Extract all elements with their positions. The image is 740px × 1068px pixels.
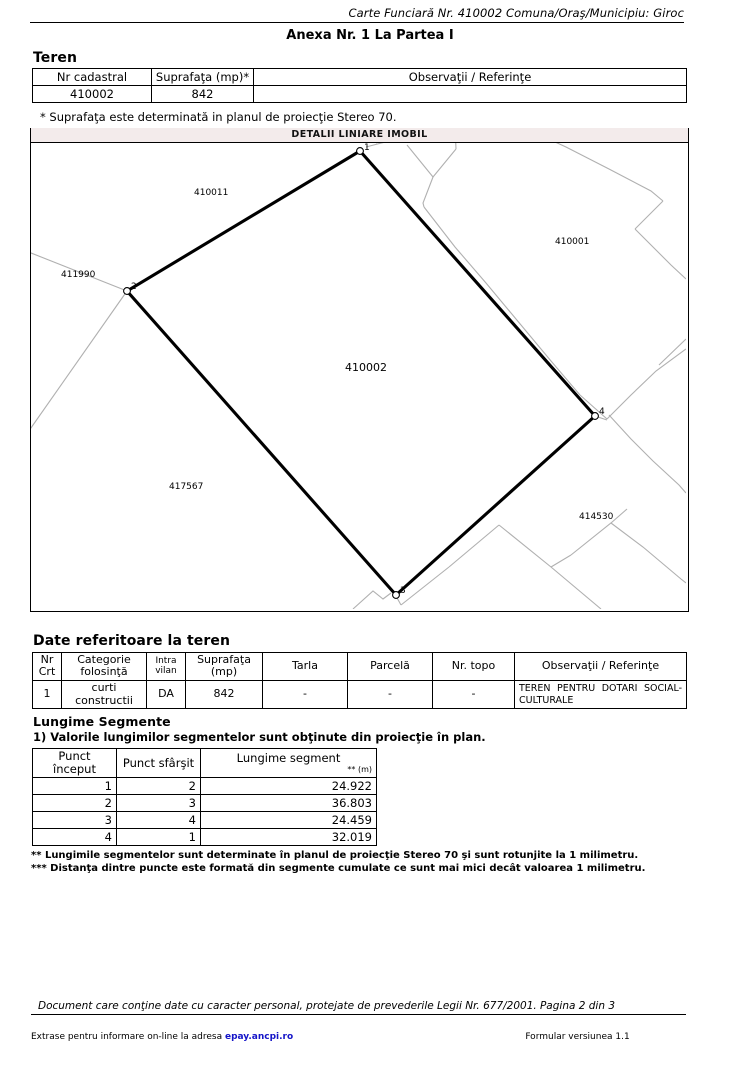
cell-length: 24.922	[201, 778, 377, 795]
col-categorie: Categorie folosinţă	[62, 653, 147, 681]
table-row	[33, 778, 377, 795]
table-row	[33, 812, 377, 829]
table-row	[33, 86, 687, 103]
cell-start: 4	[33, 829, 117, 846]
table-header-row	[33, 749, 377, 778]
cell-length: 24.459	[201, 812, 377, 829]
cell-end: 3	[117, 795, 201, 812]
section-title-teren: Teren	[33, 50, 78, 66]
cell-tarla: -	[263, 680, 348, 709]
col-lungime-text: Lungime segment	[236, 751, 341, 766]
annex-title: Anexa Nr. 1 La Partea I	[286, 28, 454, 43]
table-row	[33, 829, 377, 846]
cell-nr-cadastral: 410002	[33, 86, 152, 103]
map-svg	[31, 143, 686, 609]
cell-nr-topo: -	[433, 680, 515, 709]
teren-table	[32, 68, 687, 103]
footer-divider	[31, 1014, 686, 1015]
cell-end: 4	[117, 812, 201, 829]
cell-start: 2	[33, 795, 117, 812]
cell-observatii	[254, 86, 687, 103]
footer-online-prefix: Extrase pentru informare on-line la adresa	[31, 1032, 225, 1042]
cell-start: 1	[33, 778, 117, 795]
parcel-label-410001: 410001	[555, 237, 590, 247]
section-title-date-teren: Date referitoare la teren	[33, 633, 231, 649]
cell-intravilan: DA	[147, 680, 186, 709]
col-lungime-unit: ** (m)	[347, 765, 372, 775]
vertex-label-4: 4	[599, 407, 605, 417]
cadastral-map	[30, 142, 689, 612]
col-nr-crt: Nr Crt	[33, 653, 62, 681]
segment-footnote-2: *** Distanţa dintre puncte este formată din segmente cumulate ce sunt mai mici decât valoarea 1 milimetru.	[31, 863, 646, 874]
neighbor-parcel-lines	[31, 143, 686, 609]
col-observatii: Observaţii / Referinţe	[515, 653, 687, 681]
table-row	[33, 680, 687, 709]
cell-suprafata: 842	[186, 680, 263, 709]
table-header-row	[33, 653, 687, 681]
col-lungime-segment	[201, 749, 377, 778]
col-punct-inceput: Punct început	[33, 749, 117, 778]
document-header-title: Carte Funciară Nr. 410002 Comuna/Oraş/Municipiu: Giroc	[30, 6, 684, 23]
parcel-label-417567: 417567	[169, 482, 204, 492]
teren-footnote: * Suprafaţa este determinată in planul de proiecţie Stereo 70.	[40, 110, 397, 124]
vertex-label-3: 3	[400, 586, 406, 596]
col-parcela: Parcelă	[348, 653, 433, 681]
footer-page-number: Pagina 2 din 3	[539, 1000, 616, 1012]
col-suprafata: Suprafaţa (mp)	[186, 653, 263, 681]
footer-online-note	[31, 1032, 293, 1042]
cell-observatii	[515, 680, 687, 709]
table-header-row	[33, 69, 687, 86]
vertex-label-2: 2	[131, 282, 137, 292]
vertex-label-1: 1	[364, 143, 370, 153]
footer-online-link[interactable]: epay.ancpi.ro	[224, 1032, 294, 1042]
section-title-lungime-segmente: Lungime Segmente	[33, 714, 171, 729]
parcel-label-410002: 410002	[345, 361, 387, 374]
footer-form-version: Formular versiunea 1.1	[525, 1032, 630, 1042]
table-row	[33, 795, 377, 812]
cell-length: 32.019	[201, 829, 377, 846]
cell-nr-crt: 1	[33, 680, 62, 709]
cell-length: 36.803	[201, 795, 377, 812]
parcel-label-411990: 411990	[61, 270, 96, 280]
footer-legal-note: Document care conţine date cu caracter personal, protejate de prevederile Legii Nr. 677/2001.	[38, 1000, 537, 1012]
cell-end: 2	[117, 778, 201, 795]
parcel-label-410011: 410011	[194, 188, 229, 198]
cell-categorie: curti constructii	[62, 680, 147, 709]
cell-suprafata: 842	[152, 86, 254, 103]
col-nr-cadastral: Nr cadastral	[33, 69, 152, 86]
parcel-label-414530: 414530	[579, 512, 614, 522]
col-nr-topo: Nr. topo	[433, 653, 515, 681]
col-punct-sfarsit: Punct sfârşit	[117, 749, 201, 778]
lungime-note: 1) Valorile lungimilor segmentelor sunt obţinute din proiecţie în plan.	[33, 730, 486, 744]
observatii-line-1: TEREN PENTRU DOTARI SOCIAL-	[519, 682, 682, 694]
observatii-line-2: CULTURALE	[519, 694, 574, 706]
cell-parcela: -	[348, 680, 433, 709]
col-observatii: Observaţii / Referinţe	[254, 69, 687, 86]
lungime-segmente-table	[32, 748, 377, 846]
col-tarla: Tarla	[263, 653, 348, 681]
cell-start: 3	[33, 812, 117, 829]
cell-end: 1	[117, 829, 201, 846]
map-band-title: DETALII LINIARE IMOBIL	[30, 128, 689, 142]
segment-footnote-1: ** Lungimile segmentelor sunt determinate în planul de proiecţie Stereo 70 şi sunt rotunjite la 1 milimetru.	[31, 850, 639, 861]
date-teren-table	[32, 652, 687, 709]
col-intravilan: Intra vilan	[147, 653, 186, 681]
col-suprafata: Suprafaţa (mp)*	[152, 69, 254, 86]
